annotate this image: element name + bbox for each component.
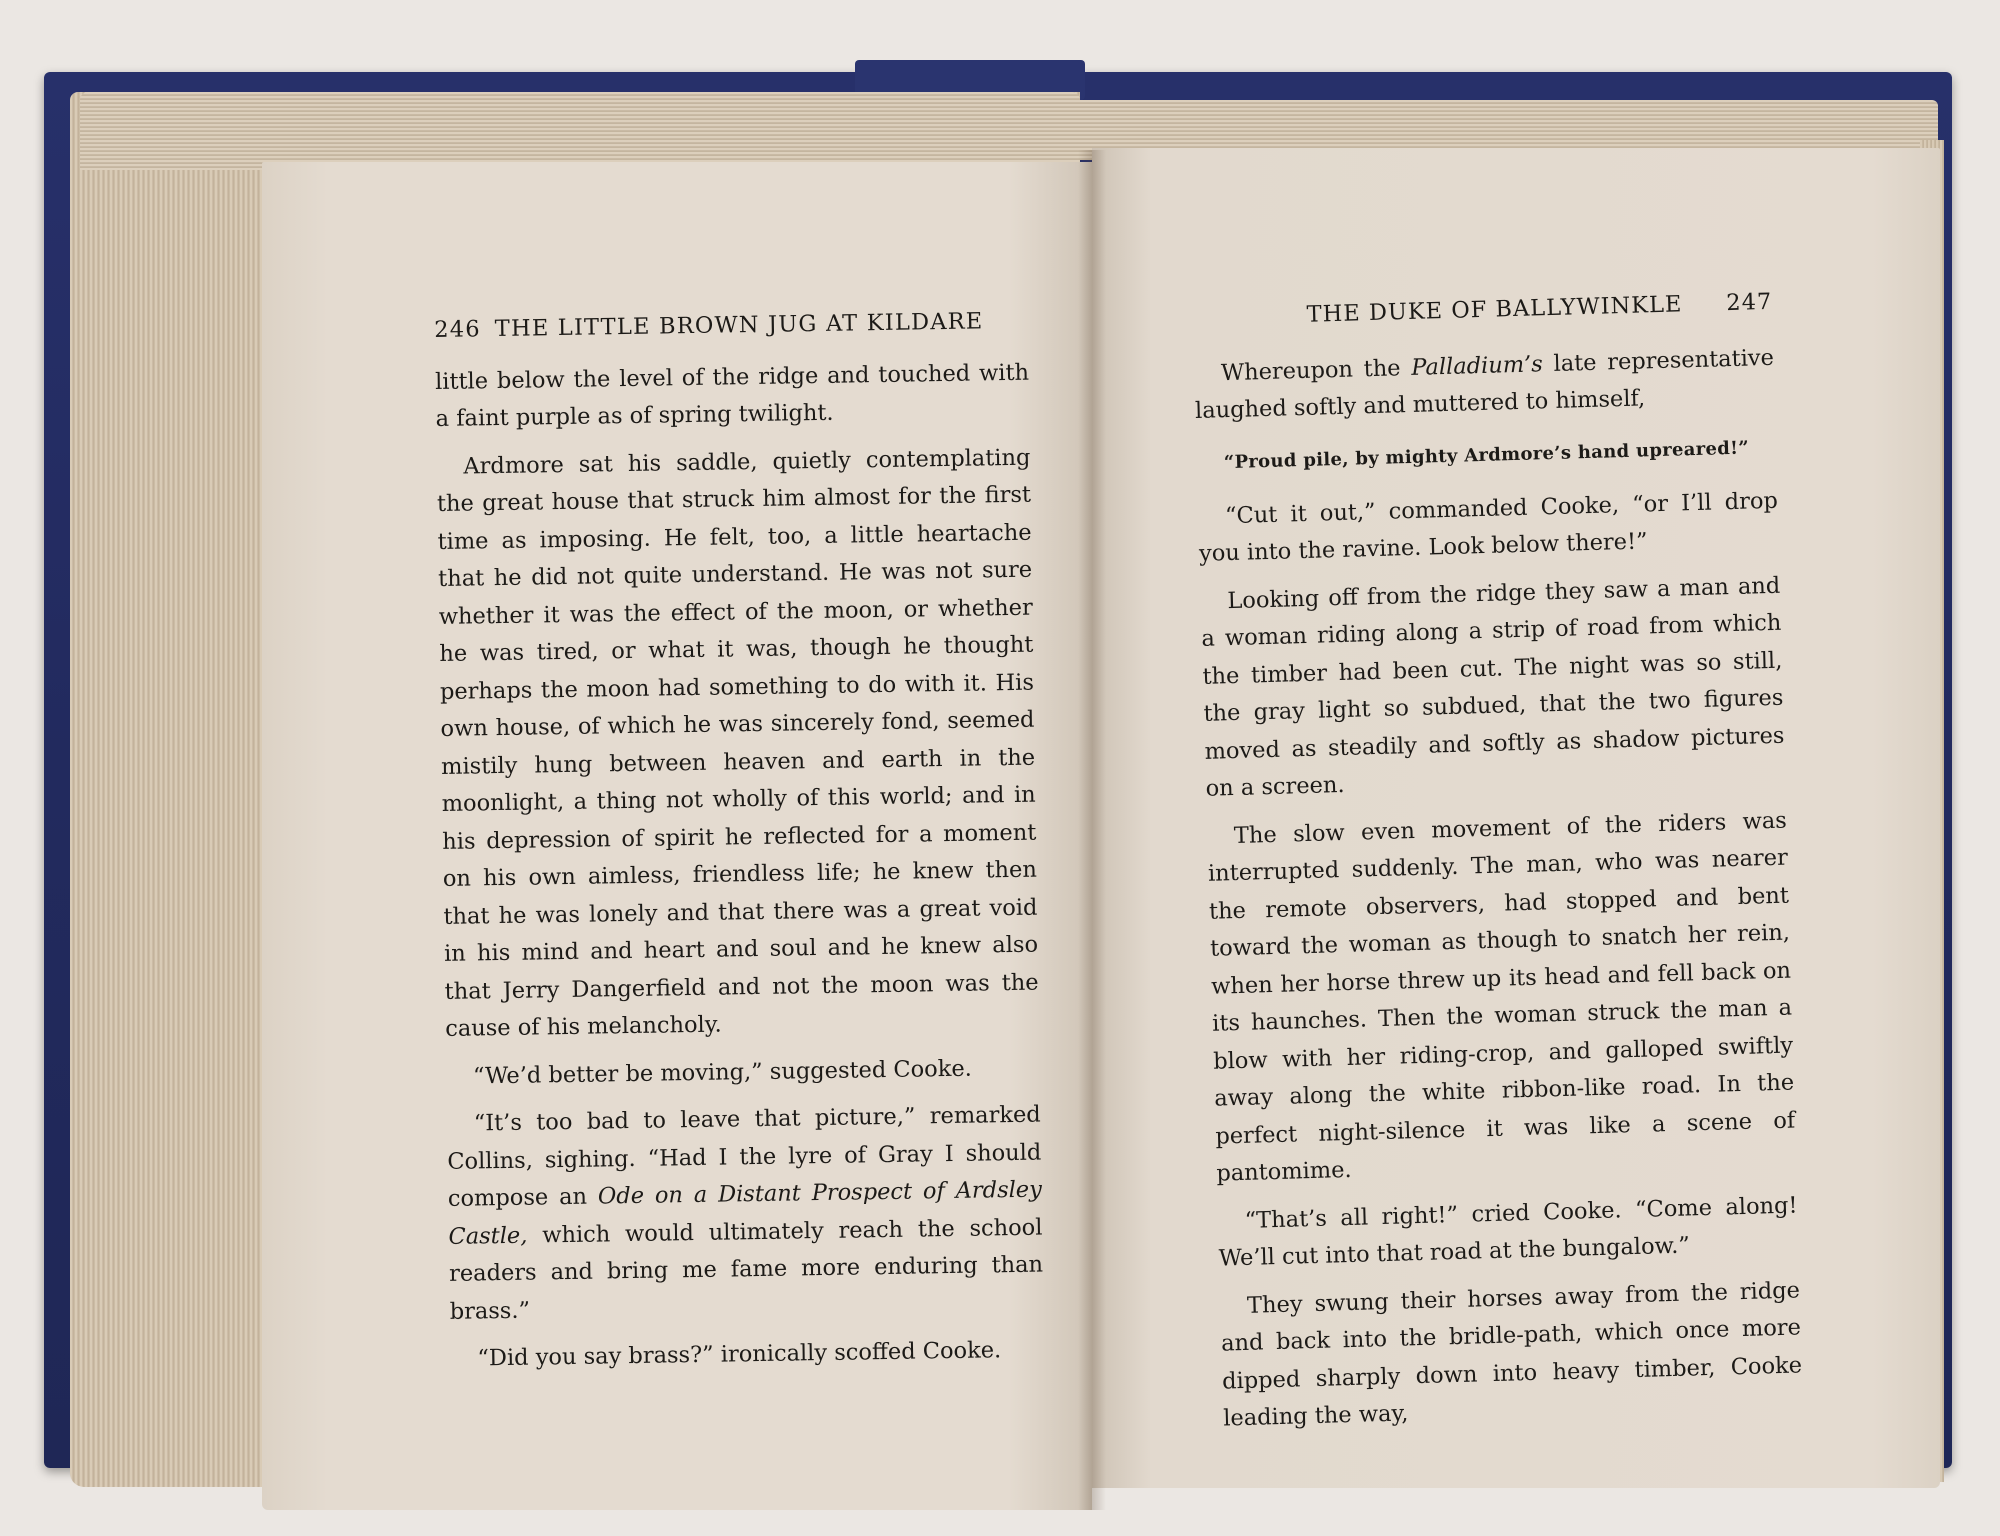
paragraph: “That’s all right!” cried Cooke. “Come along! We’ll cut into that road at the bungalow.” xyxy=(1218,1191,1798,1272)
left-running-header xyxy=(434,303,1029,350)
left-running-head: THE LITTLE BROWN JUG AT KILDARE xyxy=(494,308,984,343)
italic-name: Palladium’s xyxy=(1410,350,1544,381)
paragraph-text: which would ultimately reach the school readers and bring me fame more enduring than brass.” xyxy=(448,1214,1044,1325)
paragraph: “We’d better be moving,” suggested Cooke. xyxy=(472,1055,973,1089)
paragraph: “Did you say brass?” ironically scoffed Cooke. xyxy=(477,1337,1002,1372)
paragraph: They swung their horses away from the ridge and back into the bridle-path, which once more dipped sharply down into heavy timber, Cooke leading the way, xyxy=(1220,1276,1803,1432)
paragraph: The slow even movement of the riders was interrupted suddenly. The man, who was nearer the remote observers, had stopped and bent toward the woman as though to snatch her rein, when her horse threw up its head and fell back on its haunches. Then the woman struck the man a blow with her riding-crop, and galloped swiftly away along the white ribbon-like road. In the perfect night-silence it was like a scene of pantomime. xyxy=(1207,807,1796,1187)
paragraph: “Cut it out,” commanded Cooke, “or I’ll drop you into the ravine. Look below there!” xyxy=(1198,487,1779,567)
verse-quote: “Proud pile, by mighty Ardmore’s hand upreared!” xyxy=(1223,437,1750,473)
right-page-number: 247 xyxy=(1725,288,1773,317)
paragraph: Ardmore sat his saddle, quietly contemplating the great house that struck him almost for the first time as imposing. He felt, too, a little heartache that he did not quite understand. He was not sure whether it was the effect of the moon, or whether he was tired, or what it was, though he thought perhaps the moon had something to do with it. His own house, of which he was sincerely fond, seemed mistily hung between heaven and earth in the moonlight, a thing not wholly of this world; and in his depression of spirit he reflected for a moment on his own aimless, friendless life; he knew then that he was lonely and that there was a great void in his mind and heart and soul and he knew also that Jerry Dangerfield and not the moon was the cause of his melancholy. xyxy=(436,444,1039,1042)
left-page-number: 246 xyxy=(434,316,482,343)
paragraph-text: “It’s too bad to leave that picture,” remarked Collins, sighing. “Had I the lyre of Gray I should compose an xyxy=(447,1101,1042,1212)
paragraph-text: late representative laughed softly and muttered to himself, xyxy=(1194,344,1775,424)
left-top-page-edges xyxy=(80,92,1080,170)
left-page-text xyxy=(434,303,1045,1379)
book-gutter xyxy=(1078,150,1106,1510)
right-page-text xyxy=(1192,284,1804,1438)
paragraph xyxy=(1194,339,1776,430)
paragraph: Looking off from the ridge they saw a man and a woman riding along a strip of road from which the timber had been cut. The night was so still, the gray light so subdued, that the two figures moved as steadily and softly as shadow pictures on a screen. xyxy=(1201,572,1785,802)
paragraph xyxy=(446,1097,1043,1331)
paragraph-text: Whereupon the xyxy=(1220,354,1401,386)
italic-title: Ode on a Distant Prospect of Ardsley Castle, xyxy=(448,1176,1043,1250)
paragraph: little below the level of the ridge and touched with a faint purple as of spring twilight. xyxy=(434,359,1030,432)
right-running-head: THE DUKE OF BALLYWINKLE xyxy=(1306,291,1683,328)
